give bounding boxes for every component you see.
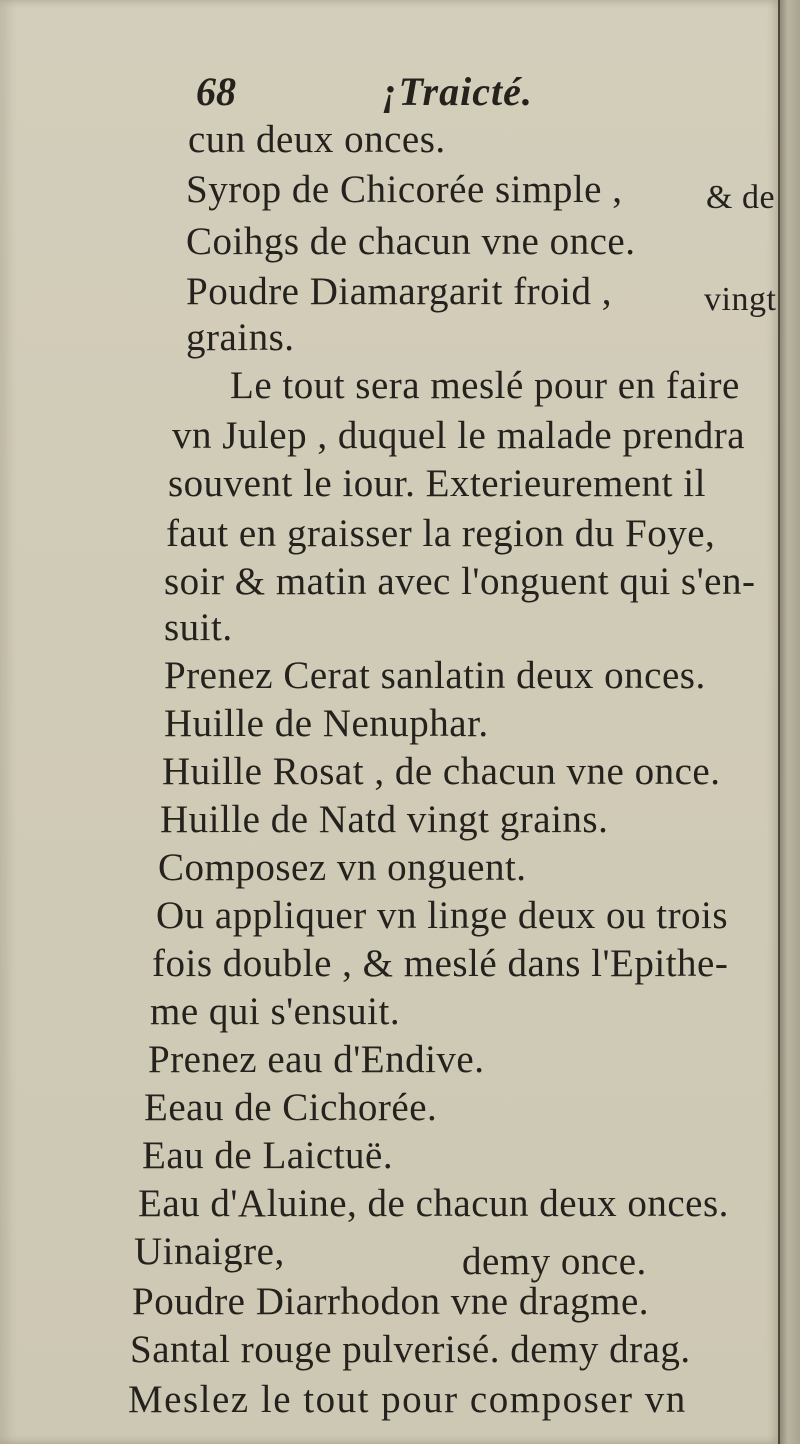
text-line-19: me qui s'ensuit. <box>150 990 401 1033</box>
text-line-8: souvent le iour. Exterieurement il <box>168 462 706 505</box>
text-line-21: Eeau de Cichorée. <box>144 1086 438 1129</box>
text-line-1: cun deux onces. <box>188 118 446 161</box>
running-title: ¡Traicté. <box>382 69 533 114</box>
text-line-22: Eau de Laictuë. <box>142 1134 394 1177</box>
text-line-14: Huille Rosat , de chacun vne once. <box>162 750 721 793</box>
text-line-24-right: demy once. <box>462 1240 647 1283</box>
text-line-4-right: vingt <box>704 281 777 318</box>
text-line-16: Composez vn onguent. <box>158 846 527 889</box>
text-line-27: Meslez le tout pour composer vn <box>128 1378 687 1421</box>
text-line-12: Prenez Cerat sanlatin deux onces. <box>164 654 706 697</box>
text-line-3: Coihgs de chacun vne once. <box>186 220 636 263</box>
text-line-24: Uinaigre, <box>134 1230 285 1273</box>
text-line-23: Eau d'Aluine, de chacun deux onces. <box>138 1182 729 1225</box>
text-line-17: Ou appliquer vn linge deux ou trois <box>156 894 729 937</box>
text-line-2-main: Syrop de Chicorée simple , <box>186 168 623 211</box>
text-line-20: Prenez eau d'Endive. <box>148 1038 485 1081</box>
page-number: 68 <box>196 69 236 114</box>
text-line-4: Poudre Diamargarit froid , <box>186 270 613 313</box>
text-line-18: fois double , & meslé dans l'Epithe- <box>152 942 729 985</box>
text-line-7: vn Julep , duquel le malade prendra <box>172 414 746 457</box>
text-line-2-right: & de <box>706 179 776 216</box>
text-line-10: soir & matin avec l'onguent qui s'en- <box>164 560 756 603</box>
text-line-15: Huille de Natd vingt grains. <box>160 798 609 841</box>
book-edge <box>778 0 800 1444</box>
text-line-13: Huille de Nenuphar. <box>164 702 489 745</box>
page-header <box>196 64 596 120</box>
text-line-11: suit. <box>164 606 233 649</box>
text-line-6: Le tout sera meslé pour en faire <box>230 364 740 407</box>
text-line-9: faut en graisser la region du Foye, <box>166 512 716 555</box>
text-line-2 <box>186 166 623 214</box>
text-line-26: Santal rouge pulverisé. demy drag. <box>130 1328 691 1371</box>
text-line-25: Poudre Diarrhodon vne dragme. <box>132 1280 650 1323</box>
text-line-5: grains. <box>186 316 295 359</box>
